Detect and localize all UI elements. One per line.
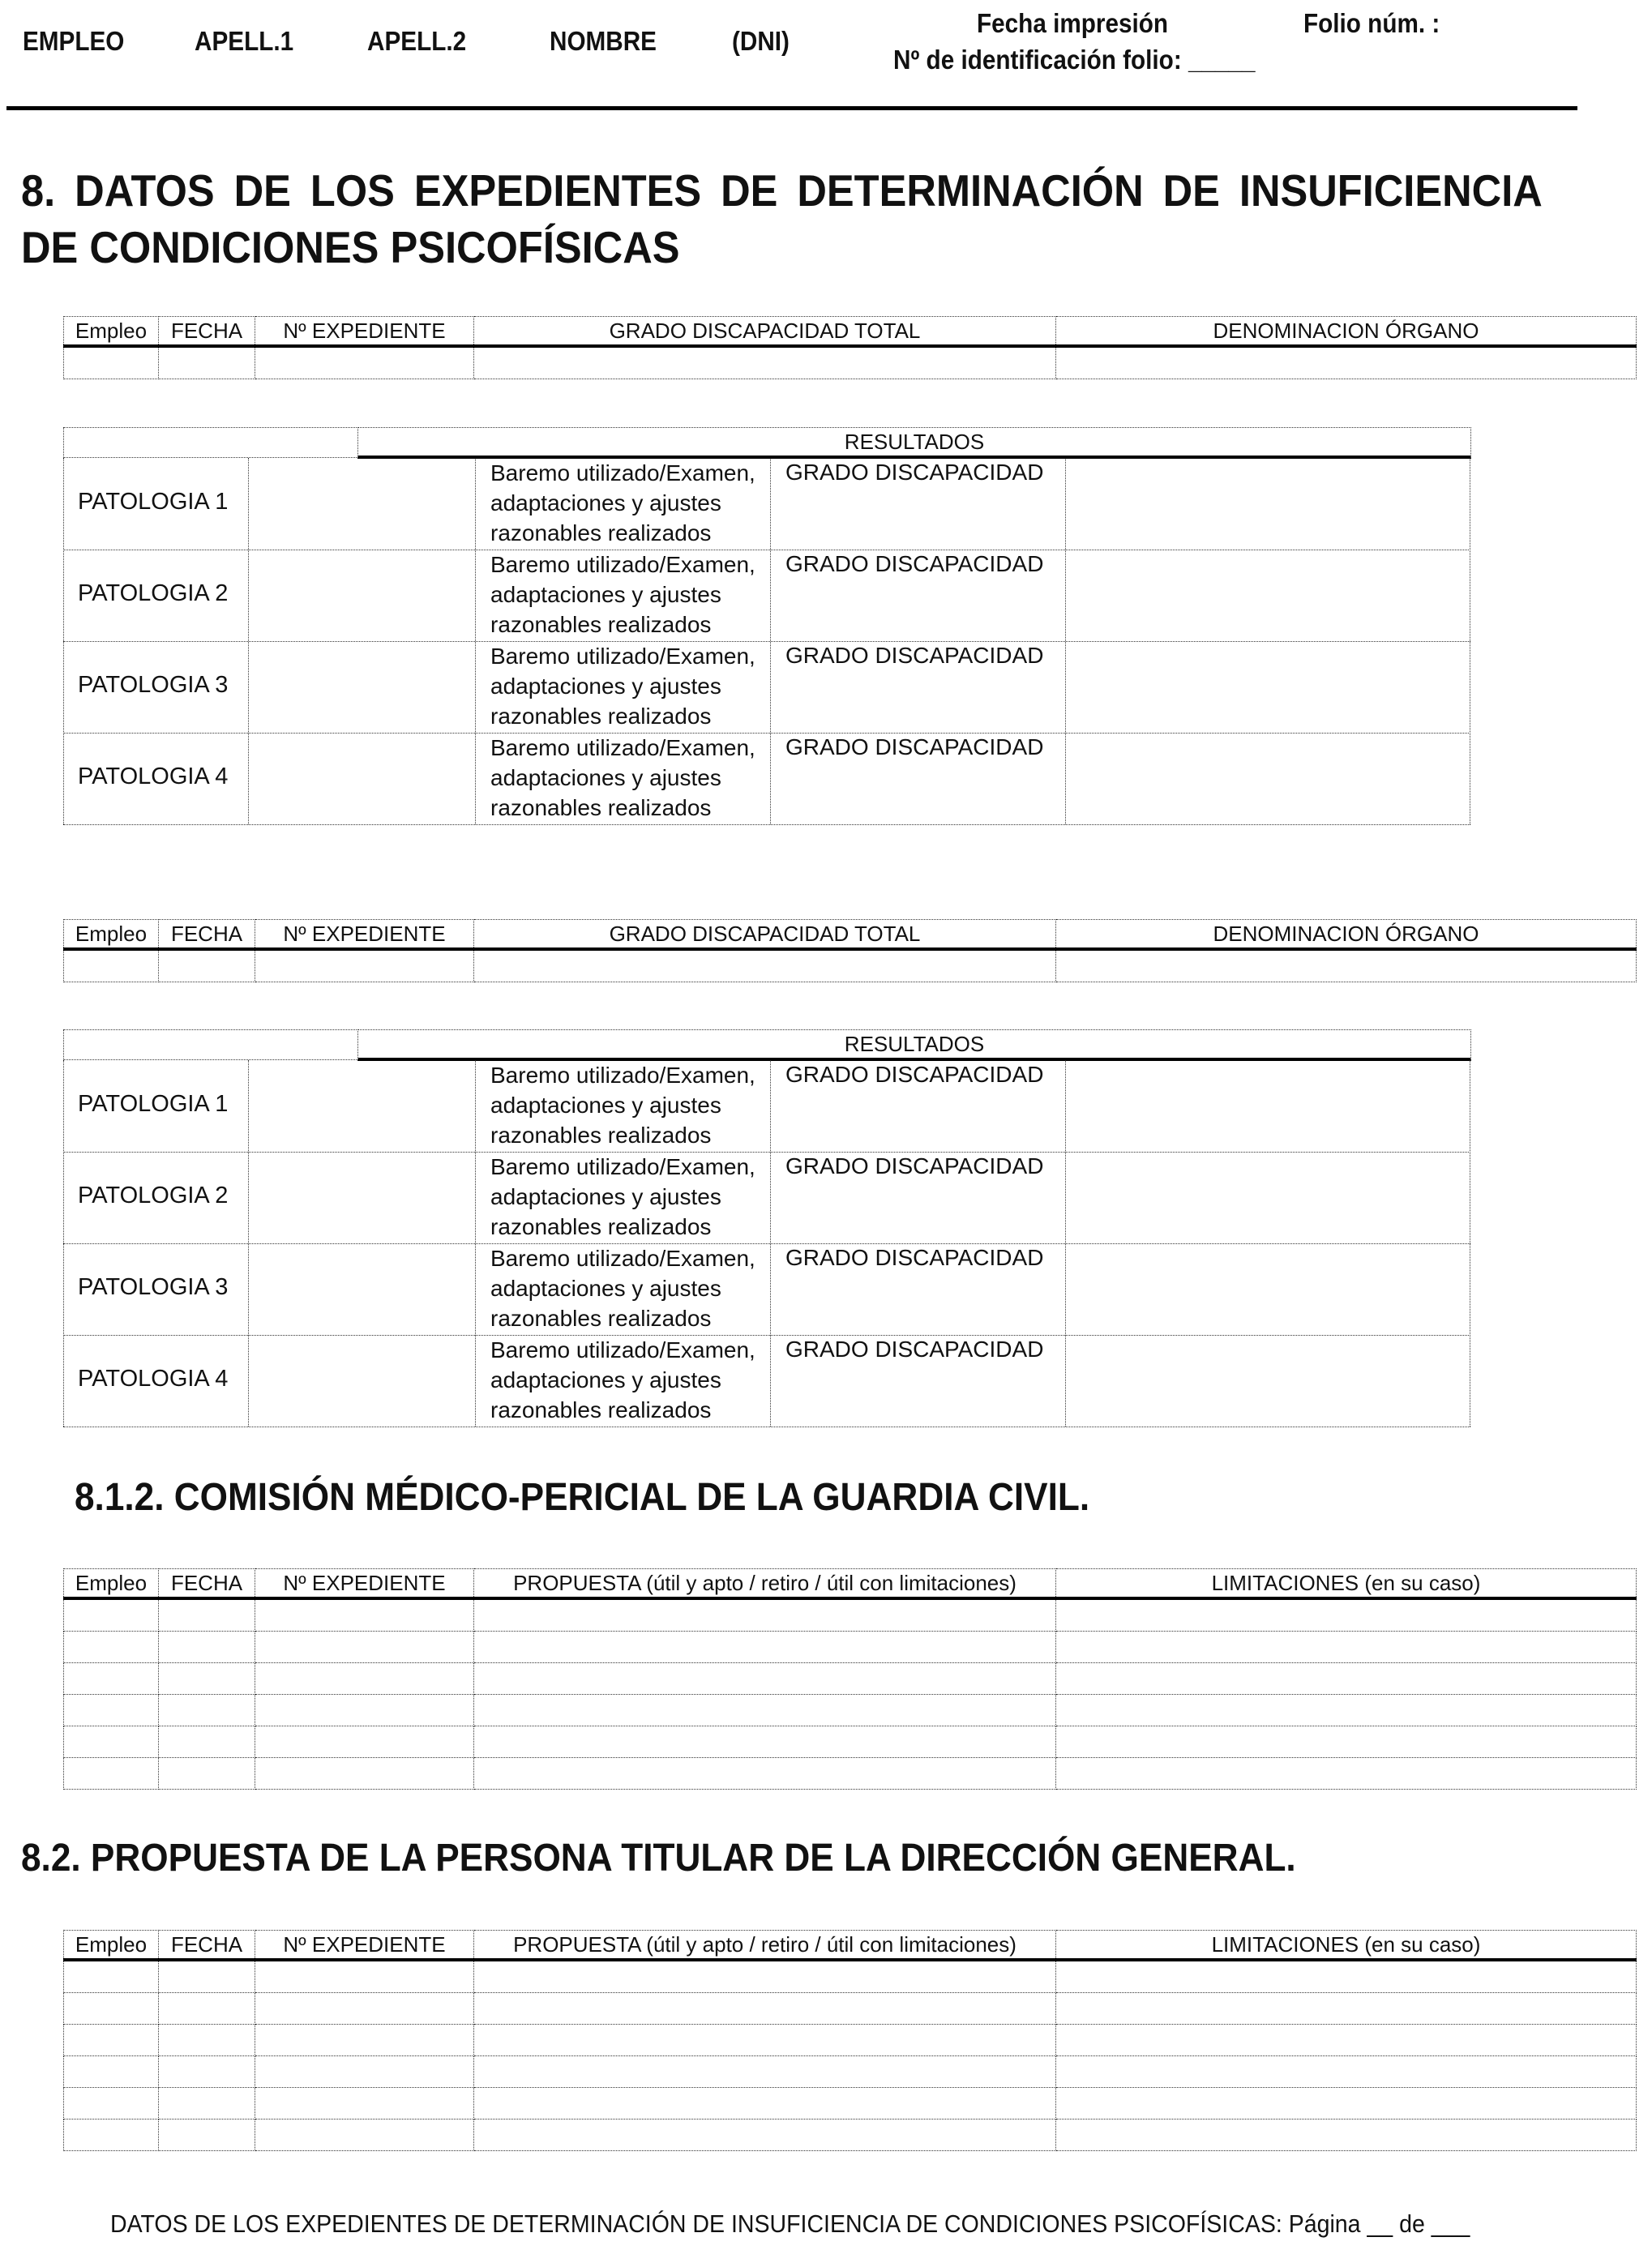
table-cell[interactable] xyxy=(159,1758,255,1790)
table-cell[interactable] xyxy=(1056,1663,1637,1695)
table-cell[interactable] xyxy=(255,1960,474,1993)
col-fecha: FECHA xyxy=(159,317,255,347)
grado-label: GRADO DISCAPACIDAD xyxy=(785,1245,1044,1270)
col-empleo: Empleo xyxy=(64,1931,159,1961)
table-cell[interactable] xyxy=(255,346,474,379)
patologia-row xyxy=(63,733,1470,825)
table-cell[interactable] xyxy=(159,1632,255,1663)
table-cell[interactable] xyxy=(474,346,1056,379)
table-cell[interactable] xyxy=(64,1632,159,1663)
table-cell[interactable] xyxy=(159,1960,255,1993)
header-folio-num: Folio núm. : xyxy=(1303,8,1440,38)
grado-label: GRADO DISCAPACIDAD xyxy=(785,1153,1044,1178)
grid-line xyxy=(63,458,64,824)
col-grado-total: GRADO DISCAPACIDAD TOTAL xyxy=(474,920,1056,950)
page-footer: DATOS DE LOS EXPEDIENTES DE DETERMINACIÓN DE INSUFICIENCIA DE CONDICIONES PSICOFÍSICAS: Página __ de ___ xyxy=(110,2209,1470,2238)
table-cell[interactable] xyxy=(255,2088,474,2120)
table-cell[interactable] xyxy=(474,1993,1056,2025)
table-cell[interactable] xyxy=(474,1960,1056,1993)
section-82-title: 8.2. PROPUESTA DE LA PERSONA TITULAR DE LA DIRECCIÓN GENERAL. xyxy=(21,1837,1296,1880)
patologia-label: PATOLOGIA 4 xyxy=(78,764,229,789)
header-empleo: EMPLEO xyxy=(23,26,125,56)
expediente-table-2 xyxy=(63,919,1637,982)
patologia-label: PATOLOGIA 2 xyxy=(78,1183,229,1208)
col-expediente: Nº EXPEDIENTE xyxy=(255,1931,474,1961)
baremo-label: Baremo utilizado/Examen, adaptaciones y ajustes razonables realizados xyxy=(490,460,755,545)
grid-line xyxy=(475,1060,476,1427)
table-cell[interactable] xyxy=(159,1726,255,1758)
grid-line xyxy=(1065,1060,1066,1427)
patologia-label: PATOLOGIA 4 xyxy=(78,1366,229,1392)
col-propuesta: PROPUESTA (útil y apto / retiro / útil con limitaciones) xyxy=(474,1931,1056,1961)
grid-line xyxy=(1065,458,1066,824)
table-cell[interactable] xyxy=(1056,1695,1637,1726)
table-cell[interactable] xyxy=(255,1695,474,1726)
table-cell[interactable] xyxy=(474,2120,1056,2151)
grado-label: GRADO DISCAPACIDAD xyxy=(785,551,1044,576)
grid-line xyxy=(770,458,771,824)
grado-label: GRADO DISCAPACIDAD xyxy=(785,1062,1044,1087)
patologia-row xyxy=(63,458,1470,550)
col-grado-total: GRADO DISCAPACIDAD TOTAL xyxy=(474,317,1056,347)
table-cell[interactable] xyxy=(159,949,255,982)
table-cell[interactable] xyxy=(64,2088,159,2120)
baremo-label: Baremo utilizado/Examen, adaptaciones y ajustes razonables realizados xyxy=(490,552,755,637)
patologia-row xyxy=(63,641,1470,734)
table-cell[interactable] xyxy=(1056,1960,1637,1993)
table-cell[interactable] xyxy=(255,2025,474,2056)
table-cell[interactable] xyxy=(255,1726,474,1758)
table-cell[interactable] xyxy=(64,1726,159,1758)
grado-label: GRADO DISCAPACIDAD xyxy=(785,460,1044,485)
table-cell[interactable] xyxy=(1056,2025,1637,2056)
table-cell[interactable] xyxy=(1056,346,1637,379)
table-cell[interactable] xyxy=(64,2025,159,2056)
table-cell xyxy=(63,1029,358,1060)
table-cell[interactable] xyxy=(159,2120,255,2151)
patologia-row xyxy=(63,1335,1470,1427)
table-cell[interactable] xyxy=(255,1663,474,1695)
table-cell[interactable] xyxy=(159,346,255,379)
table-cell[interactable] xyxy=(1056,2056,1637,2088)
patologia-label: PATOLOGIA 1 xyxy=(78,489,229,515)
table-cell[interactable] xyxy=(1056,1758,1637,1790)
table-cell[interactable] xyxy=(474,1632,1056,1663)
table-cell[interactable] xyxy=(255,1993,474,2025)
table-cell[interactable] xyxy=(255,2120,474,2151)
col-expediente: Nº EXPEDIENTE xyxy=(255,1569,474,1599)
table-cell[interactable] xyxy=(474,1663,1056,1695)
table-cell[interactable] xyxy=(64,1993,159,2025)
col-organo: DENOMINACION ÓRGANO xyxy=(1056,317,1637,347)
header-folio-id: Nº de identificación folio: _____ xyxy=(893,45,1256,75)
table-cell xyxy=(63,427,358,458)
header-fecha-impresion: Fecha impresión xyxy=(977,8,1169,38)
col-fecha: FECHA xyxy=(159,1931,255,1961)
resultados-header: RESULTADOS xyxy=(357,1029,1471,1061)
section-812-title: 8.1.2. COMISIÓN MÉDICO-PERICIAL DE LA GUARDIA CIVIL. xyxy=(75,1476,1090,1519)
header-dni: (DNI) xyxy=(732,26,790,56)
table-cell[interactable] xyxy=(159,2025,255,2056)
table-cell[interactable] xyxy=(474,1695,1056,1726)
patologia-row xyxy=(63,550,1470,642)
table-cell[interactable] xyxy=(159,1663,255,1695)
col-expediente: Nº EXPEDIENTE xyxy=(255,317,474,347)
table-cell[interactable] xyxy=(1056,2120,1637,2151)
patologia-label: PATOLOGIA 1 xyxy=(78,1091,229,1117)
col-limitaciones: LIMITACIONES (en su caso) xyxy=(1056,1931,1637,1961)
table-cell[interactable] xyxy=(474,949,1056,982)
patologia-label: PATOLOGIA 2 xyxy=(78,580,229,606)
propuesta-table-1 xyxy=(63,1568,1637,1790)
table-cell[interactable] xyxy=(64,1695,159,1726)
patologia-row xyxy=(63,1152,1470,1244)
col-empleo: Empleo xyxy=(64,317,159,347)
baremo-label: Baremo utilizado/Examen, adaptaciones y ajustes razonables realizados xyxy=(490,1154,755,1239)
table-cell[interactable] xyxy=(1056,1632,1637,1663)
col-organo: DENOMINACION ÓRGANO xyxy=(1056,920,1637,950)
table-cell[interactable] xyxy=(1056,1726,1637,1758)
patologia-rows xyxy=(63,1060,1470,1429)
patologia-label: PATOLOGIA 3 xyxy=(78,672,229,698)
table-cell[interactable] xyxy=(1056,1993,1637,2025)
patologia-row xyxy=(63,1060,1470,1153)
table-cell[interactable] xyxy=(159,1993,255,2025)
table-cell[interactable] xyxy=(159,2056,255,2088)
table-cell[interactable] xyxy=(255,2056,474,2088)
table-cell[interactable] xyxy=(64,1663,159,1695)
grado-label: GRADO DISCAPACIDAD xyxy=(785,1337,1044,1362)
table-cell[interactable] xyxy=(474,2056,1056,2088)
col-propuesta: PROPUESTA (útil y apto / retiro / útil con limitaciones) xyxy=(474,1569,1056,1599)
grid-line xyxy=(475,458,476,824)
table-cell[interactable] xyxy=(474,1726,1056,1758)
table-cell[interactable] xyxy=(1056,2088,1637,2120)
patologia-label: PATOLOGIA 3 xyxy=(78,1274,229,1300)
header-rule xyxy=(6,106,1577,110)
expediente-table-1 xyxy=(63,316,1637,379)
baremo-label: Baremo utilizado/Examen, adaptaciones y ajustes razonables realizados xyxy=(490,1337,755,1422)
patologia-row xyxy=(63,1243,1470,1336)
grado-label: GRADO DISCAPACIDAD xyxy=(785,643,1044,668)
col-expediente: Nº EXPEDIENTE xyxy=(255,920,474,950)
table-cell[interactable] xyxy=(64,949,159,982)
header-nombre: NOMBRE xyxy=(550,26,657,56)
table-cell[interactable] xyxy=(64,1960,159,1993)
table-cell[interactable] xyxy=(474,1598,1056,1632)
grid-line xyxy=(248,1060,249,1427)
table-cell[interactable] xyxy=(474,2088,1056,2120)
patologia-grid-1 xyxy=(63,427,1470,827)
table-cell[interactable] xyxy=(64,1598,159,1632)
table-cell[interactable] xyxy=(159,1598,255,1632)
table-cell[interactable] xyxy=(1056,949,1637,982)
table-cell[interactable] xyxy=(255,1632,474,1663)
grid-line xyxy=(63,1060,64,1427)
col-limitaciones: LIMITACIONES (en su caso) xyxy=(1056,1569,1637,1599)
table-cell[interactable] xyxy=(64,1758,159,1790)
baremo-label: Baremo utilizado/Examen, adaptaciones y ajustes razonables realizados xyxy=(490,644,755,729)
table-cell[interactable] xyxy=(64,2120,159,2151)
patologia-rows xyxy=(63,458,1470,827)
table-cell[interactable] xyxy=(64,346,159,379)
col-fecha: FECHA xyxy=(159,1569,255,1599)
header-apell2: APELL.2 xyxy=(367,26,467,56)
table-cell[interactable] xyxy=(1056,1598,1637,1632)
table-cell[interactable] xyxy=(255,1758,474,1790)
patologia-grid-2 xyxy=(63,1029,1470,1429)
section-title: 8. DATOS DE LOS EXPEDIENTES DE DETERMINACIÓN DE INSUFICIENCIA DE CONDICIONES PSICOFÍSICAS xyxy=(21,165,1543,272)
baremo-label: Baremo utilizado/Examen, adaptaciones y ajustes razonables realizados xyxy=(490,1063,755,1148)
table-cell[interactable] xyxy=(64,2056,159,2088)
grado-label: GRADO DISCAPACIDAD xyxy=(785,734,1044,759)
table-cell[interactable] xyxy=(159,1695,255,1726)
baremo-label: Baremo utilizado/Examen, adaptaciones y ajustes razonables realizados xyxy=(490,735,755,820)
table-cell[interactable] xyxy=(474,1758,1056,1790)
table-cell[interactable] xyxy=(474,2025,1056,2056)
propuesta-table-2 xyxy=(63,1930,1637,2151)
baremo-label: Baremo utilizado/Examen, adaptaciones y ajustes razonables realizados xyxy=(490,1246,755,1331)
table-cell[interactable] xyxy=(159,2088,255,2120)
col-fecha: FECHA xyxy=(159,920,255,950)
col-empleo: Empleo xyxy=(64,920,159,950)
table-cell[interactable] xyxy=(255,949,474,982)
header-apell1: APELL.1 xyxy=(195,26,294,56)
grid-line xyxy=(770,1060,771,1427)
grid-line xyxy=(248,458,249,824)
table-cell[interactable] xyxy=(255,1598,474,1632)
resultados-header: RESULTADOS xyxy=(357,427,1471,459)
col-empleo: Empleo xyxy=(64,1569,159,1599)
